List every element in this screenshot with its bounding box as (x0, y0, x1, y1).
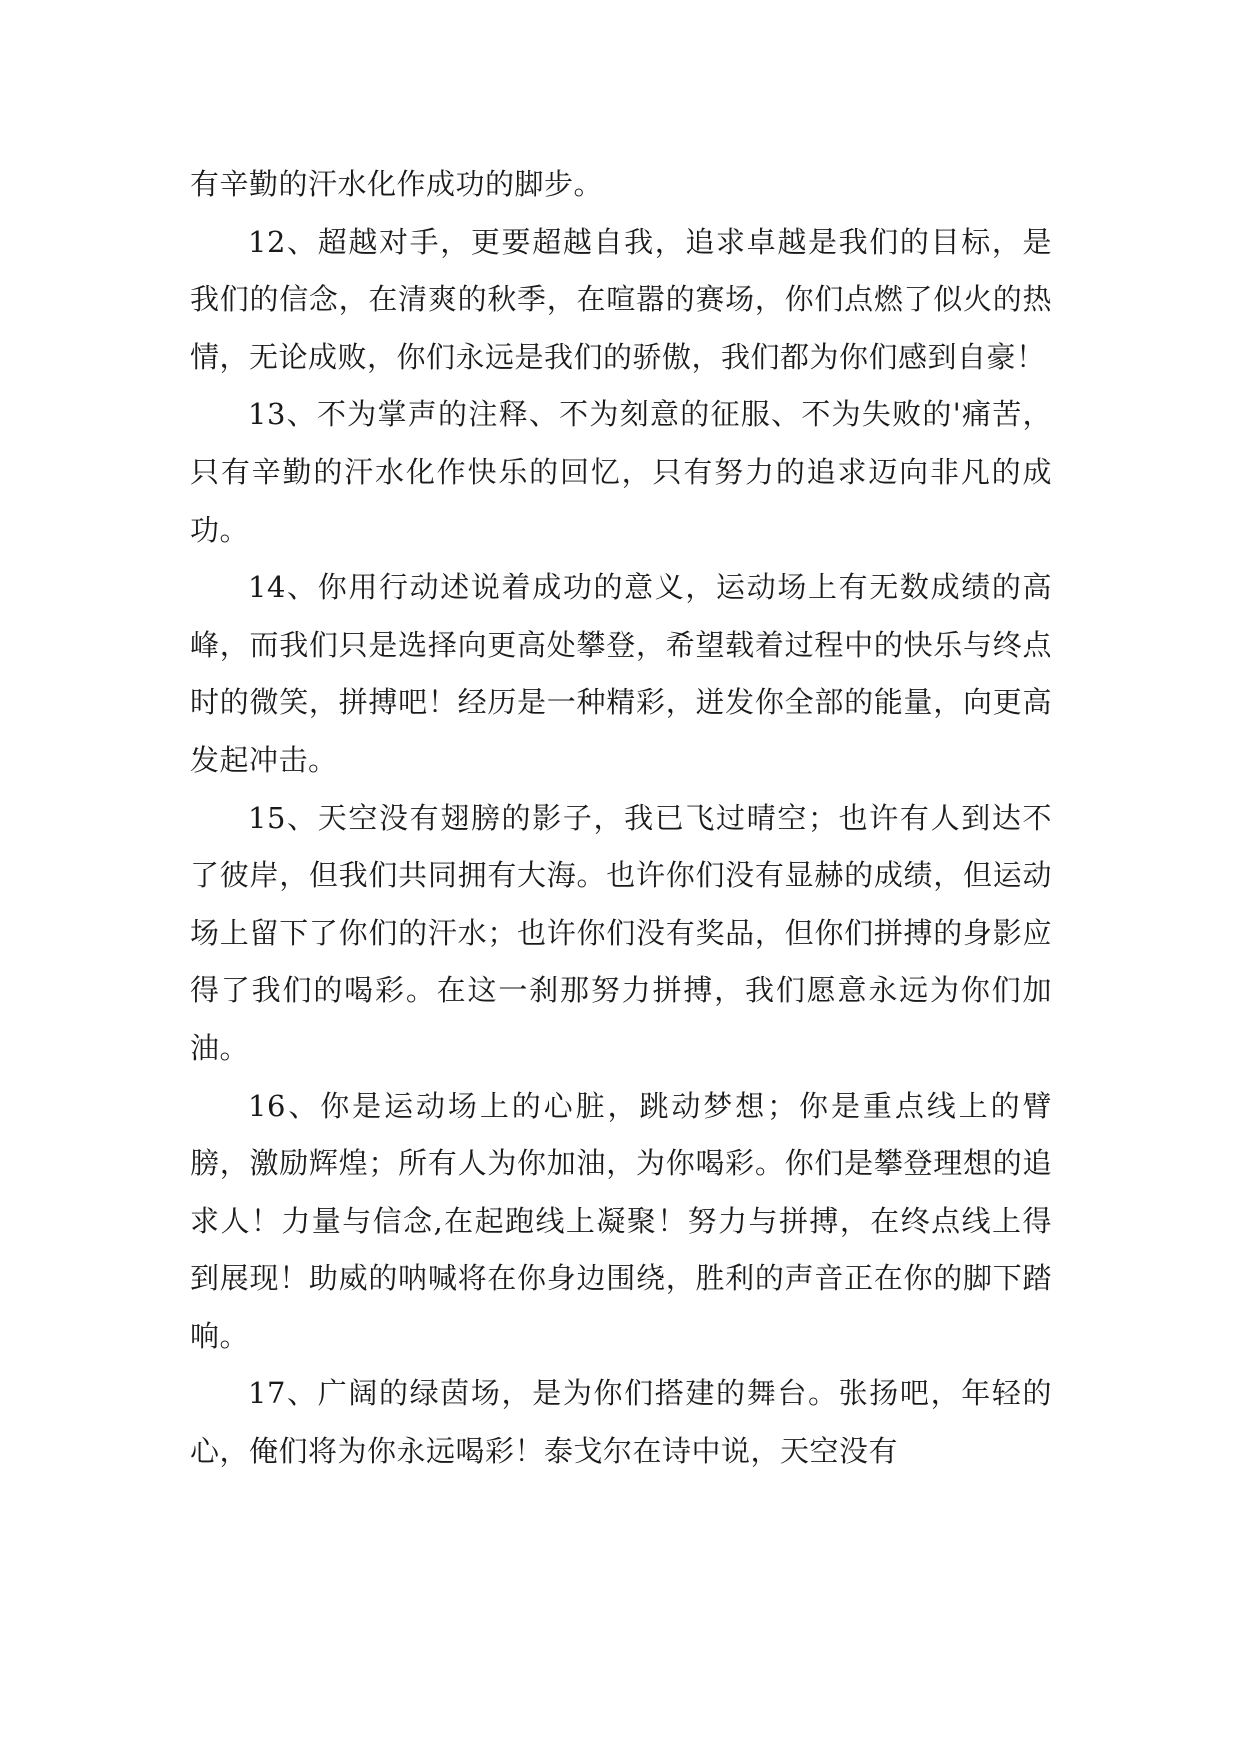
document-body (190, 156, 1052, 1481)
paragraph-continuation: 有辛勤的汗水化作成功的脚步。 (190, 167, 604, 201)
paragraph-14: 14、你用行动述说着成功的意义，运动场上有无数成绩的高峰，而我们只是选择向更高处攀登，希望载着过程中的快乐与终点时的微笑，拼搏吧！经历是一种精彩，迸发你全部的能量，向更高发起冲击。 (190, 570, 1052, 777)
paragraph-17: 17、广阔的绿茵场，是为你们搭建的舞台。张扬吧，年轻的心，俺们将为你永远喝彩！泰戈尔在诗中说，天空没有 (190, 1376, 1052, 1469)
paragraph-12: 12、超越对手，更要超越自我，追求卓越是我们的目标，是我们的信念，在清爽的秋季，在喧嚣的赛场，你们点燃了似火的热情，无论成败，你们永远是我们的骄傲，我们都为你们感到自豪！ (190, 224, 1052, 374)
paragraph-13: 13、不为掌声的注释、不为刻意的征服、不为失败的'痛苦，只有辛勤的汗水化作快乐的回忆，只有努力的追求迈向非凡的成功。 (190, 397, 1052, 547)
paragraph-15: 15、天空没有翅膀的影子，我已飞过晴空；也许有人到达不了彼岸，但我们共同拥有大海。也许你们没有显赫的成绩，但运动场上留下了你们的汗水；也许你们没有奖品，但你们拼搏的身影应得了我们的喝彩。在这一刹那努力拼搏，我们愿意永远为你们加油。 (190, 800, 1052, 1065)
paragraph-16: 16、你是运动场上的心脏，跳动梦想；你是重点线上的臂膀，激励辉煌；所有人为你加油，为你喝彩。你们是攀登理想的追求人！力量与信念,在起跑线上凝聚！努力与拼搏，在终点线上得到展现！助威的呐喊将在你身边围绕，胜利的声音正在你的脚下踏响。 (190, 1088, 1052, 1353)
